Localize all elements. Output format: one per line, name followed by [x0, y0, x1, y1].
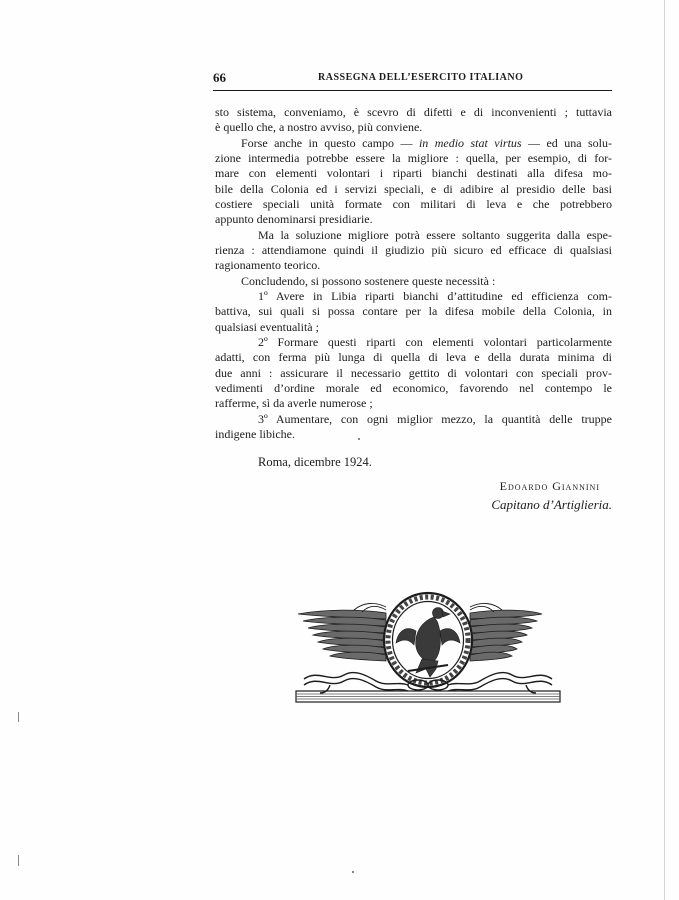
- body-line: battiva, sui quali si possa contare per la difesa mobile della Colonia, in: [215, 304, 612, 319]
- right-wing: [470, 610, 542, 661]
- body-line: Ma la soluzione migliore potrà essere soltanto suggerita dalla espe-: [258, 227, 612, 242]
- place-date: Roma, dicembre 1924.: [258, 455, 372, 469]
- body-line: appunto denominarsi presidiarie.: [215, 212, 373, 227]
- author-name: Edoardo Giannini: [499, 479, 600, 493]
- scan-artifact: [358, 438, 360, 440]
- body-line: mare con elementi volontari i riparti bianchi destinati alla difesa mo-: [215, 166, 612, 181]
- body-line: 2º Formare questi riparti con elementi volontari particolarmente: [258, 335, 612, 349]
- scan-artifact: [18, 712, 19, 722]
- body-line: [241, 135, 612, 151]
- body-line: due anni : assicurare il necessario gettito di volontari con speciali prov-: [215, 365, 612, 380]
- body-line: Concludendo, si possono sostenere queste necessità :: [241, 273, 496, 288]
- author-title: Capitano d’Artiglieria.: [491, 497, 612, 512]
- body-line: ragionamento teorico.: [215, 258, 321, 273]
- scan-artifact: [18, 855, 19, 866]
- header-rule: [213, 90, 612, 91]
- body-line: sto sistema, conveniamo, è scevro di difetti e di inconvenienti ; tuttavia: [215, 105, 612, 119]
- body-line: rienza : attendiamone quindi il giudizio più sicuro ed efficace di qualsiasi: [215, 243, 612, 257]
- body-line: adatti, con ferma più lunga di quella di leva e della durata minima di: [215, 350, 612, 365]
- body-line-text: Forse anche in questo campo —: [241, 135, 419, 150]
- scan-edge-line: [664, 0, 665, 900]
- body-line: 1º Avere in Libia riparti bianchi d’attitudine ed efficienza com-: [258, 289, 612, 303]
- body-text: [215, 104, 612, 444]
- body-line: 3º Aumentare, con ogni miglior mezzo, la quantità delle truppe: [258, 411, 612, 426]
- running-title: RASSEGNA DELL’ESERCITO ITALIANO: [318, 72, 524, 83]
- body-line-text: — ed una solu-: [521, 135, 613, 150]
- page-number: 66: [213, 70, 226, 85]
- body-line: bile della Colonia ed i servizi speciali, e di adibire al presidio delle basi: [215, 181, 612, 196]
- body-line: vedimenti d’ordine morale ed economico, favorendo nel contempo le: [215, 381, 612, 395]
- body-line: costiere speciali unità formate con militari di leva e che potrebbero: [215, 197, 612, 211]
- left-wing: [298, 610, 386, 661]
- body-line: rafferme, sì da averle numerose ;: [215, 396, 373, 411]
- body-line: indigene libiche.: [215, 427, 295, 441]
- body-line: è quello che, a nostro avviso, più conviene.: [215, 120, 423, 135]
- scan-artifact: [352, 871, 354, 873]
- latin-phrase: in medio stat virtus: [418, 135, 522, 150]
- body-line: qualsiasi eventualità ;: [215, 319, 319, 334]
- body-line: zione intermedia potrebbe essere la migliore : quella, per esempio, di for-: [215, 151, 612, 165]
- eagle-wreath-emblem-icon: [290, 585, 565, 710]
- base-bar: [296, 691, 560, 702]
